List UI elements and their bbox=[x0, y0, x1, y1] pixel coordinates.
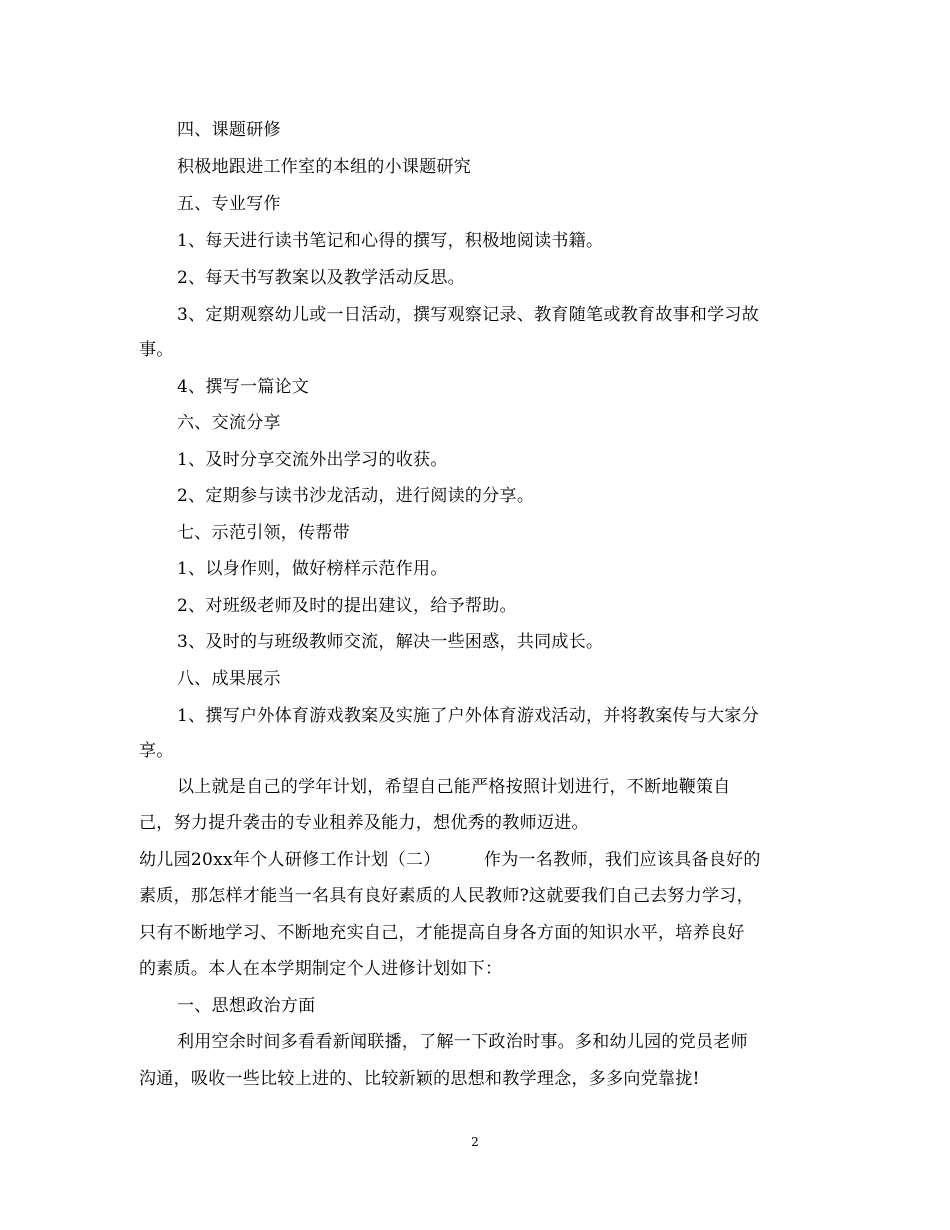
paragraph-line: 素质，那怎样才能当一名具有良好素质的人民教师?这就要我们自己去努力学习， bbox=[139, 886, 754, 906]
heading-sharing: 六、交流分享 bbox=[177, 413, 281, 433]
paragraph-line: 己，努力提升袭击的专业租养及能力，想优秀的教师迈进。 bbox=[139, 813, 589, 833]
list-item: 2、定期参与读书沙龙活动，进行阅读的分享。 bbox=[177, 486, 535, 506]
list-item: 3、定期观察幼儿或一日活动，撰写观察记录、教育随笔或教育故事和学习故 bbox=[177, 305, 760, 325]
paragraph-line: 只有不断地学习、不断地充实自己，才能提高自身各方面的知识水平，培养良好 bbox=[139, 923, 745, 943]
page-number: 2 bbox=[471, 1135, 479, 1149]
paragraph-line: 积极地跟进工作室的本组的小课题研究 bbox=[177, 157, 472, 177]
list-item: 1、以身作则，做好榜样示范作用。 bbox=[177, 559, 448, 579]
list-item: 1、每天进行读书笔记和心得的撰写，积极地阅读书籍。 bbox=[177, 231, 604, 251]
paragraph-line: 沟通，吸收一些比较上进的、比较新颖的思想和教学理念，多多向党靠拢! bbox=[139, 1069, 700, 1089]
list-item: 2、对班级老师及时的提出建议，给予帮助。 bbox=[177, 596, 517, 616]
heading-demonstration: 七、示范引领，传帮带 bbox=[177, 523, 350, 543]
heading-achievements: 八、成果展示 bbox=[177, 669, 281, 689]
list-item: 3、及时的与班级教师交流，解决一些困惑，共同成长。 bbox=[177, 632, 604, 652]
heading-writing: 五、专业写作 bbox=[177, 194, 281, 214]
list-item: 1、及时分享交流外出学习的收获。 bbox=[177, 450, 448, 470]
list-item-continuation: 享。 bbox=[139, 741, 174, 761]
list-item: 2、每天书写教案以及教学活动反思。 bbox=[177, 268, 465, 288]
paragraph-line: 的素质。本人在本学期制定个人进修计划如下： bbox=[139, 959, 503, 979]
list-item-continuation: 事。 bbox=[139, 340, 174, 360]
list-item: 4、撰写一篇论文 bbox=[177, 377, 310, 397]
paragraph-line: 利用空余时间多看看新闻联播，了解一下政治时事。多和幼儿园的党员老师 bbox=[177, 1032, 748, 1052]
paragraph-line: 以上就是自己的学年计划，希望自己能严格按照计划进行，不断地鞭策自 bbox=[177, 777, 731, 797]
section-title-line: 幼儿园20xx年个人研修工作计划（二） 作为一名教师，我们应该具备良好的 bbox=[139, 850, 761, 870]
heading-research: 四、课题研修 bbox=[177, 120, 281, 140]
list-item: 1、撰写户外体育游戏教案及实施了户外体育游戏活动，并将教案传与大家分 bbox=[177, 706, 760, 726]
heading-politics: 一、思想政治方面 bbox=[177, 996, 316, 1016]
